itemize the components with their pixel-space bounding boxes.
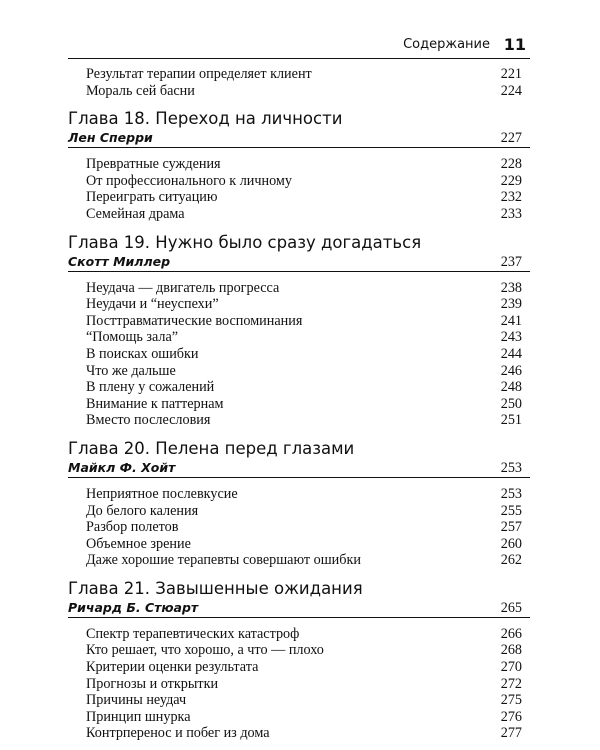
chapter-heading: Глава 21. Завышенные ожидания [68,578,363,598]
entry-page-number: 268 [500,642,522,659]
entry-title: Кто решает, что хорошо, а что — плохо [86,642,324,659]
toc-entry [68,66,530,83]
chapter-author [68,459,530,478]
entry-page-number: 244 [500,345,522,362]
toc-entry [68,552,530,569]
entry-title: Вместо послесловия [86,412,211,429]
chapter-heading: Глава 19. Нужно было сразу догадаться [68,232,422,252]
toc-entry [68,313,530,330]
running-head [68,36,530,59]
entry-title: Мораль сей басни [86,82,195,99]
toc-entry [68,363,530,380]
chapter-author [68,253,530,272]
chapter-author [68,129,530,148]
toc-entry [68,206,530,223]
author-name: Майкл Ф. Хойт [68,459,176,475]
entry-page-number: 221 [500,66,522,82]
entry-page-number: 257 [500,519,522,536]
entry-title: Семейная драма [86,205,185,222]
entry-page-number: 270 [500,659,522,676]
entry-title: “Помощь зала” [86,329,179,346]
entry-page-number: 228 [500,156,522,173]
toc-entry [68,503,530,520]
entry-title: Посттравматические воспоминания [86,312,303,329]
running-head-title: Содержание [403,37,490,52]
chapter-heading: Глава 18. Переход на личности [68,109,343,129]
entry-page-number: 229 [500,172,522,189]
entry-page-number: 248 [500,379,522,396]
entry-title: Спектр терапевтических катастроф [86,625,300,642]
entry-title: Критерии оценки результата [86,659,259,676]
entry-title: До белого каления [86,502,199,519]
entry-title: От профессионального к личному [86,172,292,189]
toc-entry [68,189,530,206]
entry-page-number: 243 [500,329,522,346]
entry-page-number: 250 [500,395,522,412]
chapter-page-number: 237 [500,253,522,270]
entry-title: Прогнозы и открытки [86,675,219,692]
entry-title: В плену у сожалений [86,379,215,396]
toc-entry [68,296,530,313]
toc-entry [68,676,530,693]
entry-title: Внимание к паттернам [86,395,224,412]
toc-entry [68,329,530,346]
entry-title: Неудачи и “неуспехи” [86,296,219,313]
entry-page-number: 238 [500,279,522,296]
toc-entry [68,519,530,536]
toc-entry [68,173,530,190]
chapter-page-number: 253 [500,459,522,476]
toc-entry [68,156,530,173]
entry-title: Результат терапии определяет клиент [86,66,312,82]
entry-title: Неприятное послевкусие [86,485,238,502]
toc-entry [68,379,530,396]
table-of-contents [68,66,530,742]
toc-entry [68,709,530,726]
entry-page-number: 277 [500,725,522,742]
toc-entry [68,83,530,100]
author-name: Лен Сперри [68,130,153,146]
toc-entry [68,486,530,503]
chapter-author [68,599,530,618]
entry-title: Принцип шнурка [86,708,191,725]
toc-entry [68,536,530,553]
author-name: Ричард Б. Стюарт [68,599,199,615]
entry-page-number: 241 [500,312,522,329]
entry-title: Превратные суждения [86,156,221,173]
toc-entry [68,346,530,363]
entry-title: Причины неудач [86,692,187,709]
entry-title: Контрперенос и побег из дома [86,725,270,742]
entry-page-number: 260 [500,535,522,552]
entry-page-number: 224 [500,82,522,99]
entry-page-number: 233 [500,205,522,222]
toc-entry [68,692,530,709]
toc-entry [68,396,530,413]
chapter-page-number: 265 [500,599,522,616]
toc-entry [68,280,530,297]
chapter-page-number: 227 [500,130,522,147]
toc-entry [68,412,530,429]
entry-title: Даже хорошие терапевты совершают ошибки [86,552,361,569]
entry-page-number: 255 [500,502,522,519]
entry-page-number: 232 [500,189,522,206]
entry-page-number: 253 [500,485,522,502]
entry-title: Неудача — двигатель прогресса [86,279,280,296]
entry-page-number: 272 [500,675,522,692]
author-name: Скотт Миллер [68,253,171,269]
entry-page-number: 266 [500,625,522,642]
entry-page-number: 246 [500,362,522,379]
entry-page-number: 251 [500,412,522,429]
chapter-heading: Глава 20. Пелена перед глазами [68,438,355,458]
entry-title: Что же дальше [86,362,176,379]
toc-entry [68,626,530,643]
toc-entry [68,659,530,676]
entry-title: Разбор полетов [86,519,179,536]
entry-page-number: 276 [500,708,522,725]
entry-title: В поисках ошибки [86,345,199,362]
page-number: 11 [503,35,526,54]
toc-entry [68,725,530,742]
entry-page-number: 262 [500,552,522,569]
entry-title: Переиграть ситуацию [86,189,218,206]
entry-page-number: 239 [500,296,522,313]
entry-title: Объемное зрение [86,535,191,552]
toc-entry [68,642,530,659]
entry-page-number: 275 [500,692,522,709]
